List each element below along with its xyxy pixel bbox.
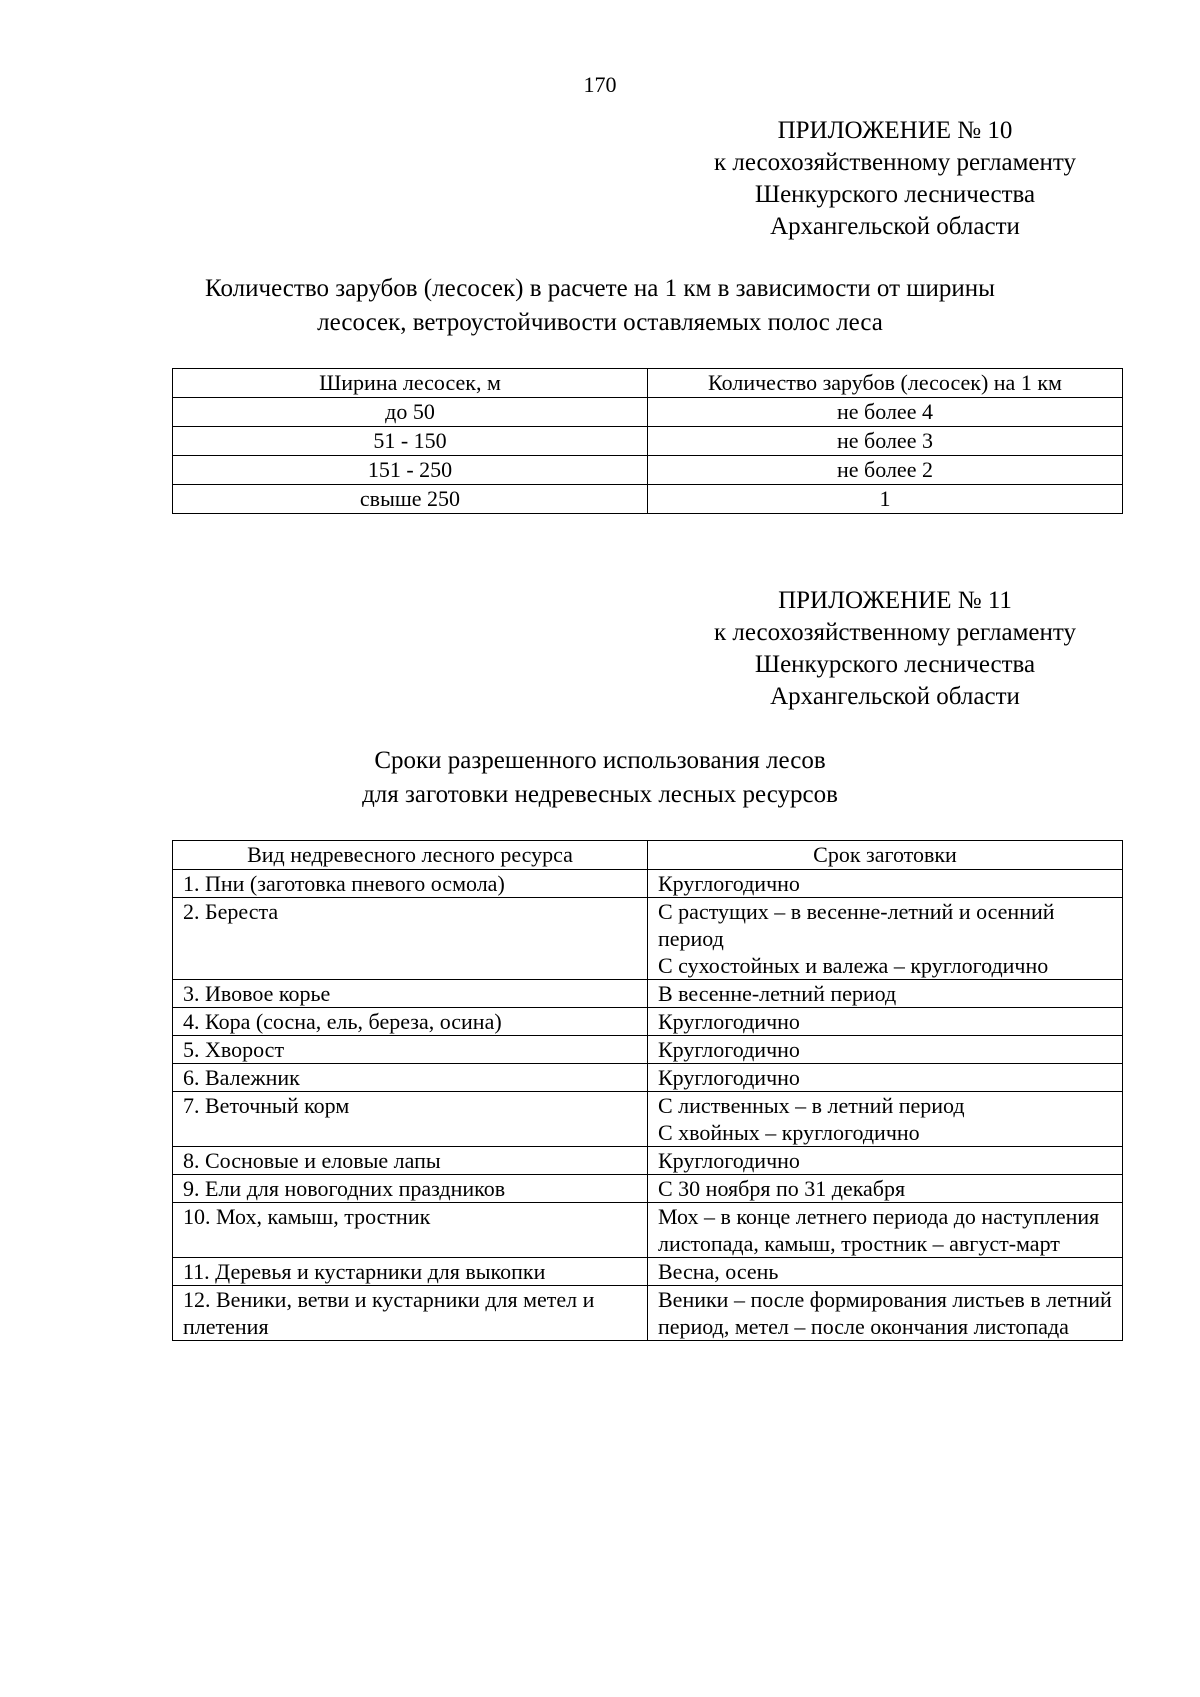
table-row (173, 1203, 1123, 1258)
width-cell: свыше 250 (173, 485, 648, 514)
width-cell: 51 - 150 (173, 427, 648, 456)
table-row (173, 1258, 1123, 1286)
table-row (173, 898, 1123, 980)
table-row (173, 980, 1123, 1008)
term-cell (648, 870, 1123, 898)
resource-cell: 3. Ивовое корье (173, 980, 648, 1008)
term-line: Веники – после формирования листьев в летний период, метел – после окончания листопада (658, 1287, 1112, 1339)
table-row (173, 1175, 1123, 1203)
term-cell (648, 1286, 1123, 1341)
table-header-row (173, 369, 1123, 398)
table-row (173, 456, 1123, 485)
width-cell: 151 - 250 (173, 456, 648, 485)
table-row (173, 398, 1123, 427)
table-row (173, 1286, 1123, 1341)
resource-cell: 5. Хворост (173, 1036, 648, 1064)
appendix-11-title (120, 744, 1080, 812)
appendix-11-line-2: к лесохозяйственному регламенту (713, 619, 1077, 646)
term-cell (648, 1008, 1123, 1036)
resource-cell: 1. Пни (заготовка пневого осмола) (173, 870, 648, 898)
table-row (173, 427, 1123, 456)
term-cell (648, 980, 1123, 1008)
term-line: С 30 ноября по 31 декабря (658, 1176, 906, 1201)
resource-cell: 10. Мох, камыш, тростник (173, 1203, 648, 1258)
appendix-11-number: ПРИЛОЖЕНИЕ № 11 (778, 587, 1012, 614)
appendix-11-line-3: Шенкурского лесничества (754, 651, 1036, 678)
appendix-11-title-line-1: Сроки разрешенного использования лесов (374, 747, 826, 774)
table-row (173, 1036, 1123, 1064)
term-line: С сухостойных и валежа – круглогодично (658, 953, 1049, 978)
table-row (173, 485, 1123, 514)
resource-cell: 12. Веники, ветви и кустарники для метел и плетения (173, 1286, 648, 1341)
term-cell (648, 1036, 1123, 1064)
appendix-10-header (680, 115, 1110, 243)
term-line: Круглогодично (658, 1065, 800, 1090)
table-header-row (173, 841, 1123, 870)
count-cell: не более 3 (648, 427, 1123, 456)
term-cell (648, 1064, 1123, 1092)
term-line: С растущих – в весенне-летний и осенний период (658, 899, 1055, 951)
page-number: 170 (583, 72, 617, 97)
count-cell: не более 2 (648, 456, 1123, 485)
appendix-10-line-3: Шенкурского лесничества (754, 181, 1036, 208)
appendix-10-line-4: Архангельской области (770, 213, 1020, 240)
term-cell (648, 1258, 1123, 1286)
appendix-10-title-line-2: лесосек, ветроустойчивости оставляемых полос леса (317, 309, 883, 336)
table-row (173, 1064, 1123, 1092)
count-cell: 1 (648, 485, 1123, 514)
term-line: Круглогодично (658, 1037, 800, 1062)
resource-cell: 6. Валежник (173, 1064, 648, 1092)
resource-cell: 11. Деревья и кустарники для выкопки (173, 1258, 648, 1286)
appendix-11-title-line-2: для заготовки недревесных лесных ресурсов (362, 781, 838, 808)
appendix-10-number: ПРИЛОЖЕНИЕ № 10 (777, 117, 1013, 144)
appendix-10-title-line-1: Количество зарубов (лесосек) в расчете на 1 км в зависимости от ширины (205, 275, 995, 302)
column-header-term: Срок заготовки (648, 841, 1123, 870)
column-header-count: Количество зарубов (лесосек) на 1 км (648, 369, 1123, 398)
table-row (173, 870, 1123, 898)
term-line: Круглогодично (658, 1148, 800, 1173)
term-cell (648, 898, 1123, 980)
term-line: С лиственных – в летний период (658, 1093, 965, 1118)
table-row (173, 1147, 1123, 1175)
count-cell: не более 4 (648, 398, 1123, 427)
term-cell (648, 1175, 1123, 1203)
resource-cell: 9. Ели для новогодних праздников (173, 1175, 648, 1203)
width-cell: до 50 (173, 398, 648, 427)
cutting-areas-table (172, 368, 1123, 514)
term-line: Весна, осень (658, 1259, 779, 1284)
term-cell (648, 1203, 1123, 1258)
resource-cell: 7. Веточный корм (173, 1092, 648, 1147)
appendix-10-line-2: к лесохозяйственному регламенту (713, 149, 1077, 176)
term-line: С хвойных – круглогодично (658, 1120, 920, 1145)
resource-cell: 2. Береста (173, 898, 648, 980)
term-line: Мох – в конце летнего периода до наступления листопада, камыш, тростник – август-март (658, 1204, 1100, 1256)
appendix-10-title (120, 272, 1080, 340)
term-line: В весенне-летний период (658, 981, 897, 1006)
column-header-width: Ширина лесосек, м (173, 369, 648, 398)
appendix-11-header (680, 585, 1110, 713)
non-timber-resources-table (172, 840, 1123, 1341)
resource-cell: 8. Сосновые и еловые лапы (173, 1147, 648, 1175)
appendix-11-line-4: Архангельской области (770, 683, 1020, 710)
table-row (173, 1092, 1123, 1147)
table-row (173, 1008, 1123, 1036)
resource-cell: 4. Кора (сосна, ель, береза, осина) (173, 1008, 648, 1036)
term-line: Круглогодично (658, 1009, 800, 1034)
term-cell (648, 1147, 1123, 1175)
term-cell (648, 1092, 1123, 1147)
column-header-resource: Вид недревесного лесного ресурса (173, 841, 648, 870)
term-line: Круглогодично (658, 871, 800, 896)
